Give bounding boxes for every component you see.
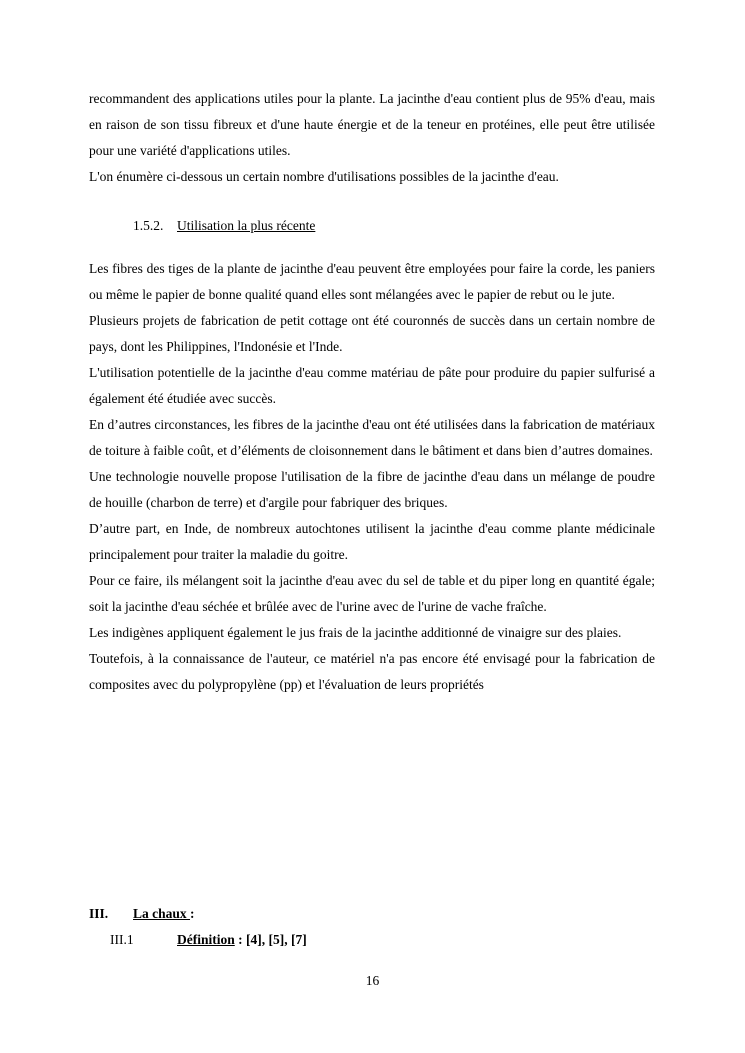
paragraph: Les indigènes appliquent également le jus frais de la jacinthe additionné de vinaigre sur des plaies.: [89, 625, 622, 640]
subheading-number: 1.5.2.: [133, 218, 164, 233]
paragraph: D’autre part, en Inde, de nombreux autochtones utilisent la jacinthe d'eau comme plante médicinale principalement pour traiter la maladie du goitre.: [89, 521, 655, 562]
subsection-references: : [4], [5], [7]: [234, 932, 307, 947]
section-colon: :: [190, 906, 195, 921]
paragraph: L'utilisation potentielle de la jacinthe d'eau comme matériau de pâte pour produire du papier sulfurisé a également été étudiée avec succès.: [89, 365, 655, 406]
subheading: [133, 216, 315, 236]
paragraph: Toutefois, à la connaissance de l'auteur, ce matériel n'a pas encore été envisagé pour la fabrication de composites avec du polypropylène (pp) et l'évaluation de leurs propriétés: [89, 651, 655, 692]
subsection-number: III.1: [110, 932, 134, 947]
subheading-title: Utilisation la plus récente: [177, 218, 316, 233]
section-heading: [89, 904, 195, 924]
page-number: 16: [365, 973, 380, 988]
body-text: [89, 256, 655, 698]
subsection-heading: [110, 930, 307, 950]
subsection-title: Définition: [177, 932, 235, 947]
section-number: III.: [89, 906, 109, 921]
paragraph: Plusieurs projets de fabrication de petit cottage ont été couronnés de succès dans un certain nombre de pays, dont les Philippines, l'Indonésie et l'Inde.: [89, 313, 655, 354]
paragraph: Pour ce faire, ils mélangent soit la jacinthe d'eau avec du sel de table et du piper long en quantité égale; soit la jacinthe d'eau séchée et brûlée avec de l'urine avec de l'urine de vache fraîche.: [89, 573, 655, 614]
intro-paragraph: recommandent des applications utiles pour la plante. La jacinthe d'eau contient plus de 95% d'eau, mais en raison de son tissu fibreux et d'une haute énergie et de la teneur en protéines, elle peut être utilisée pour une variété d'applications utiles.: [89, 91, 655, 158]
paragraph: En d’autres circonstances, les fibres de la jacinthe d'eau ont été utilisées dans la fabrication de matériaux de toiture à faible coût, et d’éléments de cloisonnement dans le bâtiment et dans bien d’autres domaines.: [89, 417, 655, 458]
section-title: La chaux: [133, 906, 191, 921]
intro-block: [89, 86, 655, 190]
paragraph: Les fibres des tiges de la plante de jacinthe d'eau peuvent être employées pour faire la corde, les paniers ou même le papier de bonne qualité quand elles sont mélangées avec le papier de rebut ou le jute.: [89, 261, 655, 302]
enumeration-sentence: L'on énumère ci-dessous un certain nombre d'utilisations possibles de la jacinthe d'eau.: [89, 169, 559, 184]
paragraph: Une technologie nouvelle propose l'utilisation de la fibre de jacinthe d'eau dans un mélange de poudre de houille (charbon de terre) et d'argile pour fabriquer des briques.: [89, 469, 655, 510]
